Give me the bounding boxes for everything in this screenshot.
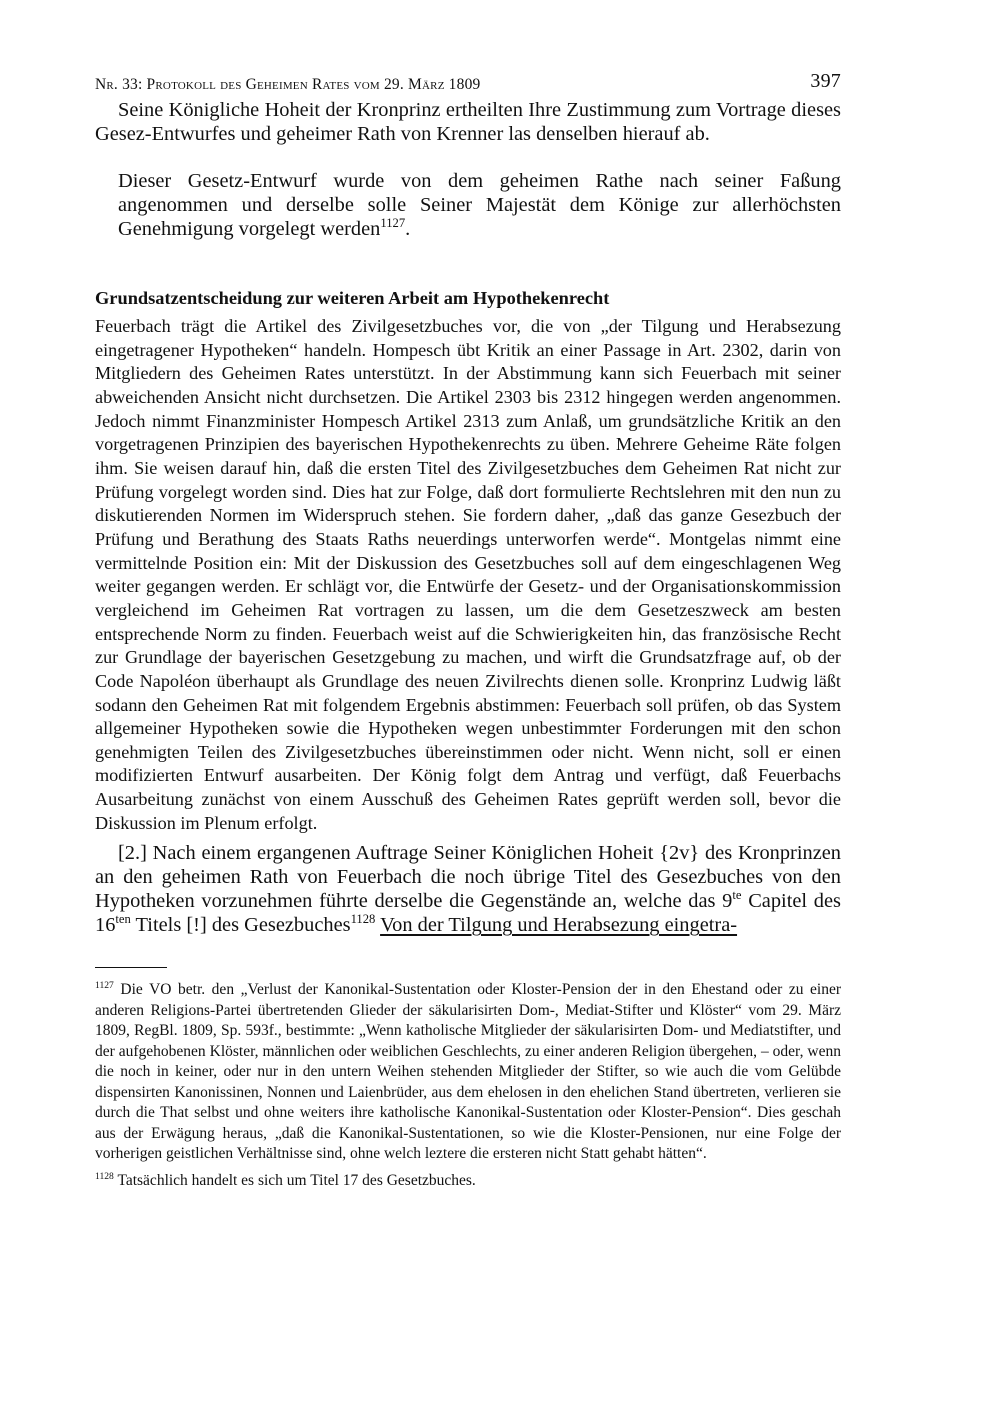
- superscript-ten: ten: [115, 912, 131, 927]
- document-page: [95, 66, 841, 1197]
- section-heading: Grundsatzentscheidung zur weiteren Arbeit am Hypothekenrecht: [95, 288, 610, 308]
- running-head-title: Nr. 33: Protokoll des Geheimen Rates vom 29. März 1809: [95, 76, 481, 93]
- paragraph-2-text: [2.] Nach einem ergangenen Auftrage Seiner Königlichen Hoheit {2v} des Kronprinzen an den geheimen Rath von Feuerbach die noch übrige Titel des Gesezbuches von den Hypotheken vorzunehmen führte derselbe die Gegenstände an, welche das 9: [95, 842, 841, 913]
- quote-paragraph: [118, 169, 841, 241]
- quote-text: Dieser Gesetz-Entwurf wurde von dem geheimen Rathe nach seiner Faßung angenommen und derselbe solle Seiner Majestät dem Könige zur allerhöchsten Genehmigung vorgelegt werden: [118, 170, 841, 240]
- paragraph-2: [95, 841, 841, 937]
- footnote-text: Die VO betr. den „Verlust der Kanonikal-Sustentation oder Kloster-Pension der in den Ehestand oder zu einer anderen Religions-Partei übertretenden Glieder der säkularisirten Dom-, Mediat-Stifter und Klöster“ vom 29. März 1809, RegBl. 1809, Sp. 593f., bestimmte: „Wenn katholische Mitglieder der säkularisirten Dom- und Mediatstifter, und der aufgehobenen Klöster, männlichen oder weiblichen Geschlechts, zu einer anderen Religion übergehen, – oder, wenn die noch in keiner, oder nur in den untern Weihen stehenden Mitglieder der Stifter, so wie auch die vom Gelübde dispensirten Kanonissinen, Nonnen und Laienbrüder, aus dem ehelosen in den ehelichen Stand übertreten, verlieren sie durch die That selbst und ohne weiters ihre katholische Kanonikal-Sustentation oder Kloster-Pension“. Dies geschah aus der Erwägung heraus, „daß die Kanonikal-Sustentationen, so wie die Kloster-Pensionen, nur eine Folge der vorherigen geistlichen Verhältnisse sind, ohne welch leztere die ersteren nicht Statt gehabt hätten“.: [95, 981, 842, 1163]
- running-head: [95, 66, 841, 98]
- intro-paragraph: Seine Königliche Hoheit der Kronprinz ertheilten Ihre Zustimmung zum Vortrage dieses Gesez-Entwurfes und geheimer Rath von Krenner las denselben hierauf ab.: [95, 99, 841, 145]
- footnote-text: Tatsächlich handelt es sich um Titel 17 des Gesetzbuches.: [117, 1171, 476, 1189]
- footnote-ref-1128[interactable]: 1128: [350, 912, 376, 927]
- underlined-title: Von der Tilgung und Herabsezung eingetra-: [380, 914, 738, 937]
- footnote-number: 1128: [95, 1170, 114, 1182]
- superscript-te: te: [732, 888, 742, 903]
- page-number: 397: [810, 70, 841, 92]
- footnote-number: 1127: [95, 980, 114, 992]
- footnote-divider: [95, 967, 167, 968]
- paragraph-2-text: Titels [!] des Gesezbuches: [130, 914, 351, 937]
- section-summary: Feuerbach trägt die Artikel des Zivilgesetzbuches vor, die von „der Tilgung und Herabsezung eingetragener Hypotheken“ handeln. Hompesch übt Kritik an einer Passage in Art. 2302, darin von Mitgliedern des Geheimen Rates unterstützt. In der Abstimmung kann sich Feuerbach mit seiner abweichenden Ansicht nicht durchsetzen. Die Artikel 2303 bis 2312 hingegen werden angenommen. Jedoch nimmt Finanzminister Hompesch Artikel 2313 zum Anlaß, um grundsätzliche Kritik an den vorgetragenen Prinzipien des bayerischen Hypothekenrechts zu üben. Mehrere Geheime Räte folgen ihm. Sie weisen darauf hin, daß die ersten Titel des Zivilgesetzbuches dem Geheimen Rat nicht zur Prüfung vorgelegt worden sind. Dies hat zur Folge, daß dort formulierte Rechtslehren mit den nun zu diskutierenden Normen im Widerspruch stehen. Sie fordern daher, „daß das ganze Gesezbuch der Prüfung und Berathung des Staats Raths neuerdings unterworfen werde“. Montgelas nimmt eine vermittelnde Position ein: Mit der Diskussion des Gesetzbuches soll auf dem eingeschlagenen Weg weiter gegangen werden. Er schlägt vor, die Entwürfe der Gesetz- und der Organisationskommission vergleichend im Geheimen Rat vortragen zu lassen, um die dem Gesetzeszweck am besten entsprechende Norm zu finden. Feuerbach weist auf die Schwierigkeiten hin, das französische Recht zur Grundlage der bayerischen Gesetzgebung zu machen, und wirft die Grundsatzfrage auf, ob der Code Napoléon überhaupt als Grundlage des neuen Zivilrechts dienen solle. Kronprinz Ludwig läßt sodann den Geheimen Rat mit folgendem Ergebnis abstimmen: Feuerbach soll prüfen, ob das System allgemeiner Hypotheken sowie die Hypotheken wegen unbestimmter Forderungen mit den schon genehmigten Teilen des Zivilgesetzbuches übereinstimmen oder nicht. Wenn nicht, soll er einen modifizierten Entwurf ausarbeiten. Der König folgt dem Antrag und verfügt, daß Feuerbachs Ausarbeitung zunächst von einem Ausschuß des Geheimen Rates geprüft werden soll, bevor die Diskussion im Plenum erfolgt.: [95, 316, 841, 833]
- footnote-1127: [95, 980, 841, 1164]
- footnote-ref-1127[interactable]: 1127: [380, 216, 406, 231]
- quote-end: .: [405, 218, 411, 240]
- footnote-1128: [95, 1171, 841, 1191]
- paragraph-2-text: Capitel des 16: [95, 890, 841, 937]
